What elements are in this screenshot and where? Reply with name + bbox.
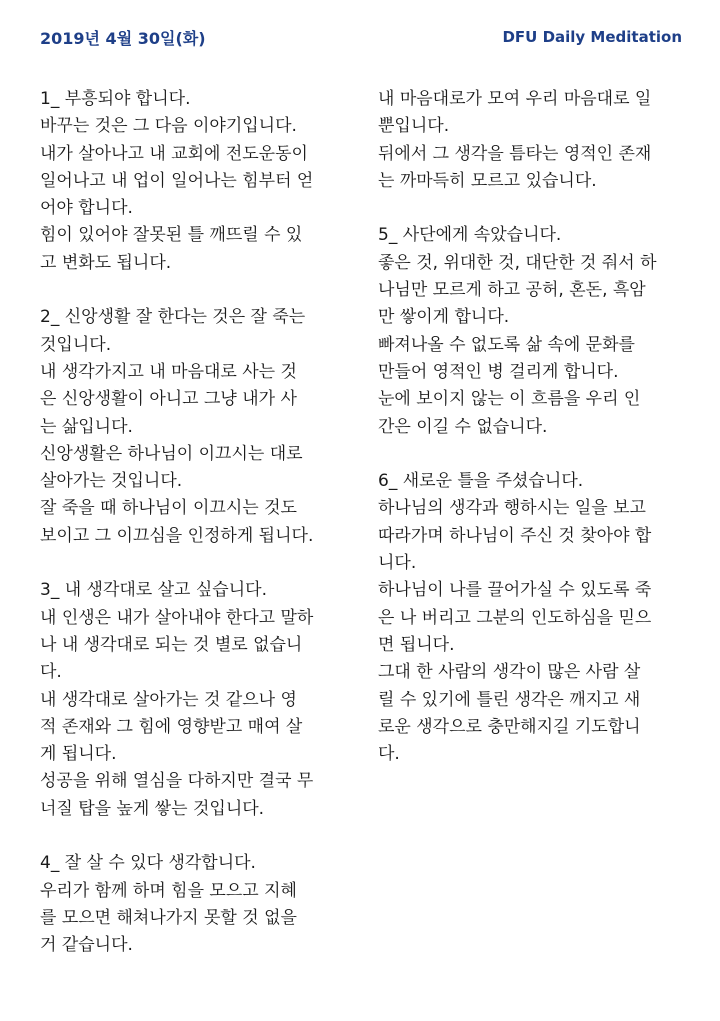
text-line: 힘이 있어야 잘못된 틀 깨뜨릴 수 있 [40,225,303,246]
text-line: 면 됩니다. [378,634,455,655]
text-line: 5_ 사단에게 속았습니다. [378,225,562,246]
text-line: 릴 수 있기에 틀린 생각은 깨지고 새 [378,689,641,710]
text-line: 적 존재와 그 힘에 영향받고 매여 살 [40,716,303,737]
section-gap [378,441,688,468]
text-line: 1_ 부흥되야 합니다. [40,89,191,109]
text-line: 만들어 영적인 병 걸리게 합니다. [378,361,619,382]
text-line: 너질 탑을 높게 쌓는 것입니다. [40,798,265,819]
text-line: 내 마음대로가 모여 우리 마음대로 일 [378,89,652,109]
text-line: 니다. [378,553,417,574]
left-section [40,86,348,277]
text-line: 고 변화도 됩니다. [40,252,172,273]
text-line: 내 생각가지고 내 마음대로 사는 것 [40,361,297,382]
text-line: 나 내 생각대로 되는 것 별로 없습니 [40,634,303,655]
text-line: 다. [40,662,62,683]
text-line: 만 쌓이게 합니다. [378,307,510,328]
text-line: 살아가는 것입니다. [40,471,183,492]
text-line: 4_ 잘 살 수 있다 생각합니다. [40,853,256,874]
left-section [40,304,348,550]
section-gap [40,277,348,304]
header-date: 2019년 4월 30일(화) [40,29,206,48]
text-line: 일어나고 내 업이 일어나는 힘부터 얻 [40,170,314,191]
right-section [378,222,688,440]
text-line: 로운 생각으로 충만해지길 기도합니 [378,716,641,737]
section-gap [40,823,348,850]
text-line: 를 모으면 해쳐나가지 못할 것 없을 [40,907,297,928]
text-line: 성공을 위해 열심을 다하지만 결국 무 [40,771,314,792]
section-gap [378,195,688,222]
right-column [378,86,688,768]
text-line: 거 같습니다. [40,935,133,956]
left-section [40,577,348,823]
text-line: 내 생각대로 살아가는 것 같으나 영 [40,689,297,710]
text-line: 다. [378,744,400,765]
text-line: 는 삶입니다. [40,416,133,437]
text-line: 것입니다. [40,334,112,355]
text-line: 신앙생활은 하나님이 이끄시는 대로 [40,443,303,464]
section-gap [40,550,348,577]
text-line: 은 나 버리고 그분의 인도하심을 믿으 [378,607,652,628]
text-line: 6_ 새로운 틀을 주셨습니다. [378,471,584,492]
page-header [0,0,720,60]
text-line: 우리가 함께 하며 힘을 모으고 지혜 [40,880,297,901]
text-line: 간은 이길 수 없습니다. [378,416,548,437]
text-line: 내 인생은 내가 살아내야 한다고 말하 [40,607,314,628]
right-section [378,468,688,768]
text-line: 는 까마득히 모르고 있습니다. [378,170,597,191]
text-line: 뿐입니다. [378,116,450,137]
text-line: 뒤에서 그 생각을 틈타는 영적인 존재 [378,143,652,164]
text-line: 잘 죽을 때 하나님이 이끄시는 것도 [40,498,297,519]
text-line: 게 됩니다. [40,744,117,765]
text-line: 따라가며 하나님이 주신 것 찾아야 합 [378,525,652,546]
header-title: DFU Daily Meditation [502,28,682,46]
text-line: 하나님이 나를 끌어가실 수 있도록 죽 [378,580,652,601]
text-line: 3_ 내 생각대로 살고 싶습니다. [40,580,267,601]
text-line: 좋은 것, 위대한 것, 대단한 것 줘서 하 [378,252,657,273]
text-line: 2_ 신앙생활 잘 한다는 것은 잘 죽는 [40,307,306,328]
text-line: 어야 합니다. [40,198,133,219]
left-section [40,850,348,959]
right-section [378,86,688,195]
text-line: 눈에 보이지 않는 이 흐름을 우리 인 [378,389,641,410]
left-column [40,86,348,960]
text-line: 내가 살아나고 내 교회에 전도운동이 [40,143,308,164]
text-line: 바꾸는 것은 그 다음 이야기입니다. [40,116,297,137]
text-line: 은 신앙생활이 아니고 그냥 내가 사 [40,389,297,410]
text-line: 그대 한 사람의 생각이 많은 사람 살 [378,662,641,683]
text-line: 나님만 모르게 하고 공허, 혼돈, 흑암 [378,280,646,301]
text-line: 빠져나올 수 없도록 삶 속에 문화를 [378,334,635,355]
text-line: 하나님의 생각과 행하시는 일을 보고 [378,498,646,519]
text-line: 보이고 그 이끄심을 인정하게 됩니다. [40,525,314,546]
